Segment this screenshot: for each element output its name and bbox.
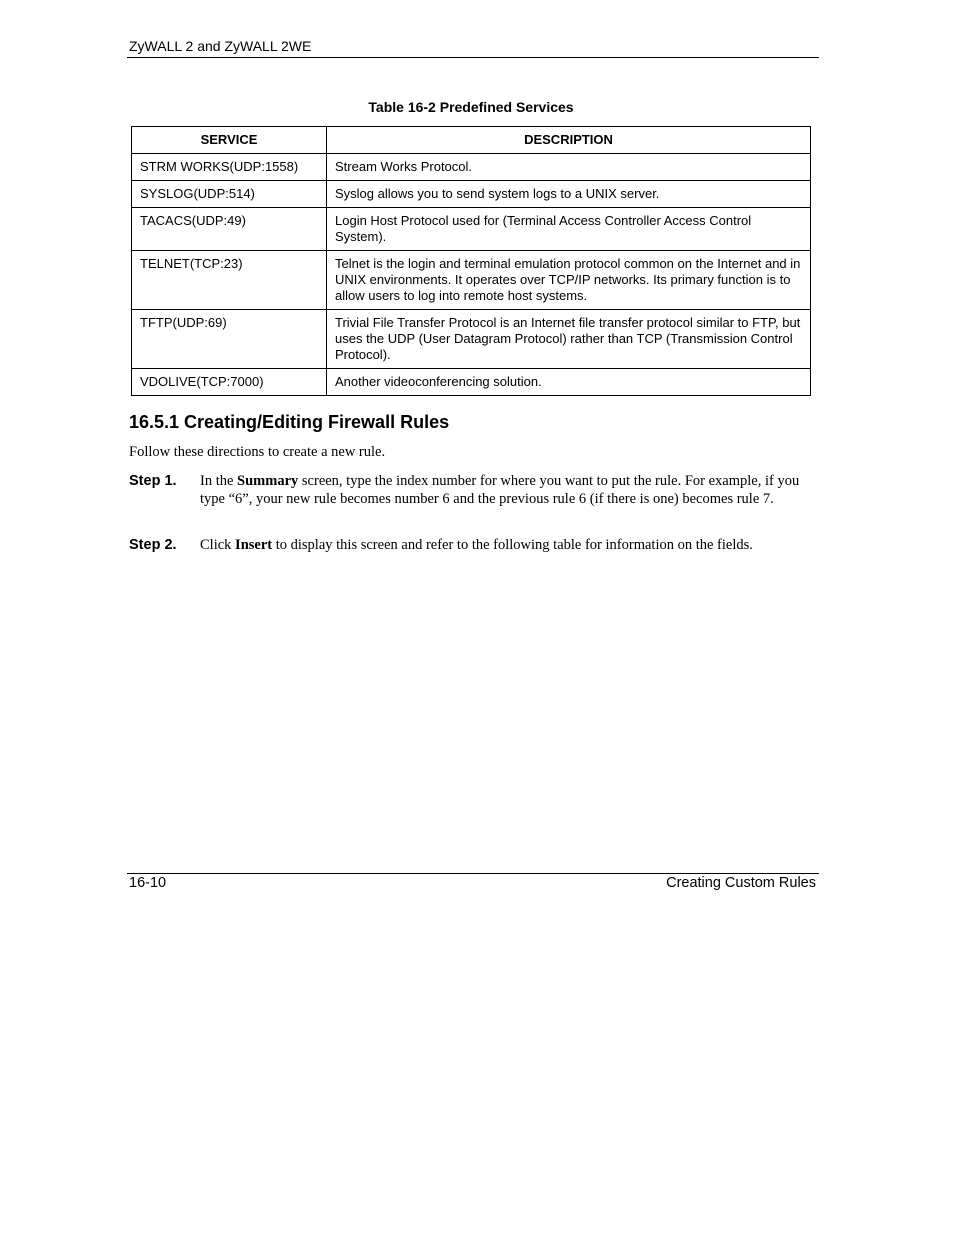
- description-cell: Trivial File Transfer Protocol is an Internet file transfer protocol similar to FTP, but uses the UDP (User Datagram Protocol) rather than TCP (Transmission Control Protocol).: [327, 310, 811, 369]
- step-text-after: screen, type the index number for where you want to put the rule. For example, if you type “6”, your new rule becomes number 6 and the previous rule 6 (if there is one) becomes rule 7.: [200, 473, 800, 507]
- step-text: [200, 472, 820, 508]
- service-cell: TELNET(TCP:23): [132, 251, 327, 310]
- description-cell: Telnet is the login and terminal emulation protocol common on the Internet and in UNIX environments. It operates over TCP/IP networks. Its primary function is to allow users to log into remote host systems.: [327, 251, 811, 310]
- step-text: [200, 536, 820, 554]
- service-cell: TACACS(UDP:49): [132, 208, 327, 251]
- footer-rule: [127, 873, 819, 874]
- table-row: [132, 251, 811, 310]
- table-row: [132, 181, 811, 208]
- chapter-title: Creating Custom Rules: [666, 875, 816, 891]
- step-label: Step 1.: [129, 473, 177, 489]
- description-cell: Login Host Protocol used for (Terminal Access Controller Access Control System).: [327, 208, 811, 251]
- step-keyword: Insert: [235, 537, 273, 553]
- table-caption: Table 16-2 Predefined Services: [368, 99, 574, 115]
- table-row: [132, 310, 811, 369]
- intro-paragraph: Follow these directions to create a new rule.: [129, 444, 386, 460]
- step-label: Step 2.: [129, 537, 177, 553]
- table-row: [132, 208, 811, 251]
- service-cell: VDOLIVE(TCP:7000): [132, 369, 327, 396]
- running-header: ZyWALL 2 and ZyWALL 2WE: [129, 38, 312, 54]
- step-keyword: Summary: [237, 473, 299, 489]
- service-cell: STRM WORKS(UDP:1558): [132, 154, 327, 181]
- column-header-service: SERVICE: [132, 127, 327, 154]
- description-cell: Syslog allows you to send system logs to a UNIX server.: [327, 181, 811, 208]
- section-heading: 16.5.1 Creating/Editing Firewall Rules: [129, 412, 450, 432]
- step-text-after: to display this screen and refer to the following table for information on the fields.: [272, 537, 753, 553]
- service-cell: TFTP(UDP:69): [132, 310, 327, 369]
- step-text-before: In the: [200, 473, 238, 489]
- page-number: 16-10: [129, 875, 167, 891]
- column-header-description: DESCRIPTION: [327, 127, 811, 154]
- table-header-row: [132, 127, 811, 154]
- table-row: [132, 154, 811, 181]
- description-cell: Another videoconferencing solution.: [327, 369, 811, 396]
- description-cell: Stream Works Protocol.: [327, 154, 811, 181]
- table-row: [132, 369, 811, 396]
- header-rule: [127, 57, 819, 58]
- service-cell: SYSLOG(UDP:514): [132, 181, 327, 208]
- step-text-before: Click: [200, 537, 236, 553]
- services-table: [131, 126, 811, 396]
